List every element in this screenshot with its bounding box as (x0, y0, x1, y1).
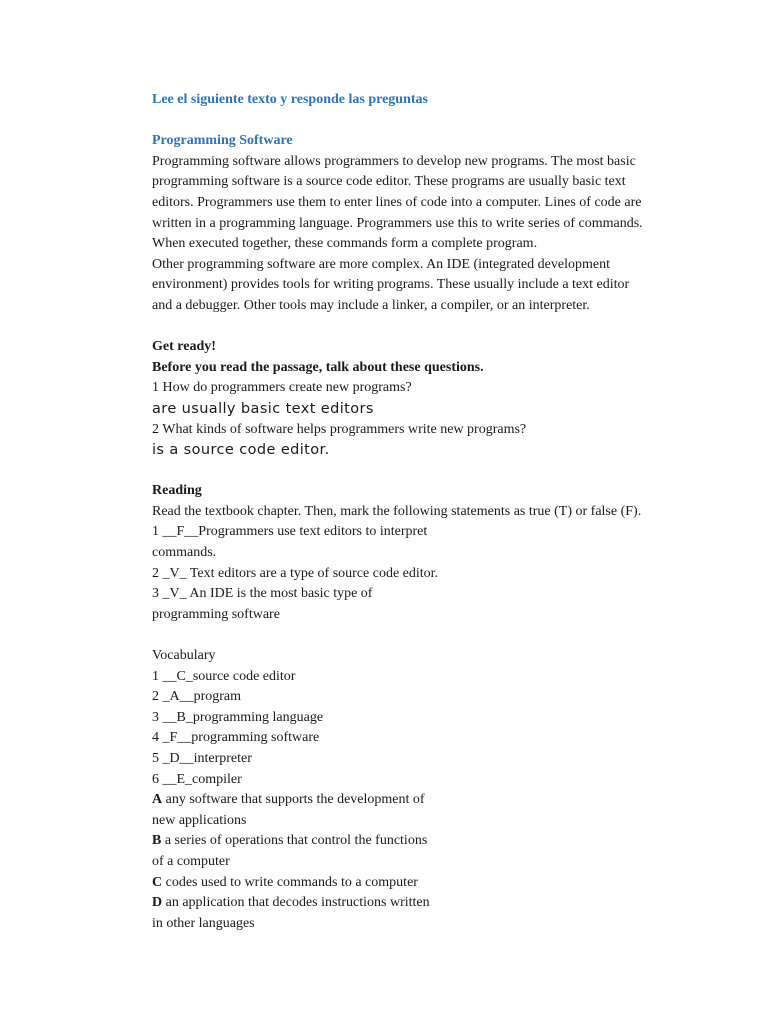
document-content (152, 90, 712, 934)
reading-item: 3 _V_ An IDE is the most basic type of (152, 586, 373, 602)
instruction-title: Lee el siguiente texto y responde las preguntas (152, 92, 428, 107)
definition-d (152, 893, 712, 914)
definition-b (152, 831, 712, 852)
definition-text: any software that supports the development of (162, 792, 425, 808)
passage-line: programming software is a source code editor. These programs are usually basic text (152, 174, 626, 190)
question-2: 2 What kinds of software helps programmers write new programs? (152, 421, 527, 437)
passage-line: Other programming software are more complex. An IDE (integrated development (152, 256, 610, 272)
definition-continuation: new applications (152, 812, 247, 828)
definition-continuation: in other languages (152, 915, 255, 931)
spacer (152, 625, 712, 646)
reading-item: 2 _V_ Text editors are a type of source code editor. (152, 565, 439, 581)
reading-title: Reading (152, 483, 202, 499)
definition-a (152, 790, 712, 811)
spacer (152, 461, 712, 482)
passage-line: When executed together, these commands form a complete program. (152, 236, 538, 252)
vocabulary-item: 1 __C_source code editor (152, 668, 296, 684)
vocabulary-section (152, 646, 712, 934)
definition-continuation: of a computer (152, 853, 230, 869)
definition-letter: A (152, 792, 163, 808)
vocabulary-item: 4 _F__programming software (152, 730, 320, 746)
vocabulary-item: 2 _A__program (152, 689, 242, 705)
reading-item: 1 __F__Programmers use text editors to interpret (152, 524, 428, 540)
passage-line: environment) provides tools for writing programs. These usually include a text editor (152, 277, 630, 293)
definition-letter: B (152, 833, 162, 849)
passage-line: Programming software allows programmers to develop new programs. The most basic (152, 153, 636, 169)
vocabulary-item: 6 __E_compiler (152, 771, 242, 787)
definition-text: a series of operations that control the functions (161, 833, 428, 849)
spacer (152, 111, 712, 132)
spacer (152, 317, 712, 338)
reading-section (152, 481, 712, 625)
vocabulary-item: 5 _D__interpreter (152, 751, 252, 766)
definition-text: codes used to write commands to a computer (162, 874, 418, 890)
get-ready-title: Get ready! (152, 339, 216, 355)
reading-instruction: Read the textbook chapter. Then, mark the following statements as true (T) or false (F). (152, 503, 642, 519)
question-1: 1 How do programmers create new programs? (152, 380, 412, 396)
get-ready-section (152, 337, 712, 461)
vocabulary-title: Vocabulary (152, 648, 216, 664)
answer-2: is a source code editor. (152, 442, 330, 459)
definition-c (152, 873, 712, 894)
passage-line: written in a programming language. Programmers use this to write series of commands. (152, 215, 643, 231)
passage-line: editors. Programmers use them to enter lines of code into a computer. Lines of code are (152, 194, 642, 210)
section-title: Programming Software (152, 133, 293, 149)
definition-letter: C (152, 874, 163, 890)
vocabulary-item: 3 __B_programming language (152, 709, 324, 725)
passage-paragraph (152, 152, 712, 317)
answer-1: are usually basic text editors (152, 400, 374, 417)
definition-text: an application that decodes instructions written (162, 895, 430, 911)
reading-item: programming software (152, 606, 280, 622)
reading-item: commands. (152, 545, 217, 561)
passage-line: and a debugger. Other tools may include a linker, a compiler, or an interpreter. (152, 297, 590, 313)
get-ready-subtitle: Before you read the passage, talk about these questions. (152, 359, 484, 375)
definition-letter: D (152, 895, 163, 911)
